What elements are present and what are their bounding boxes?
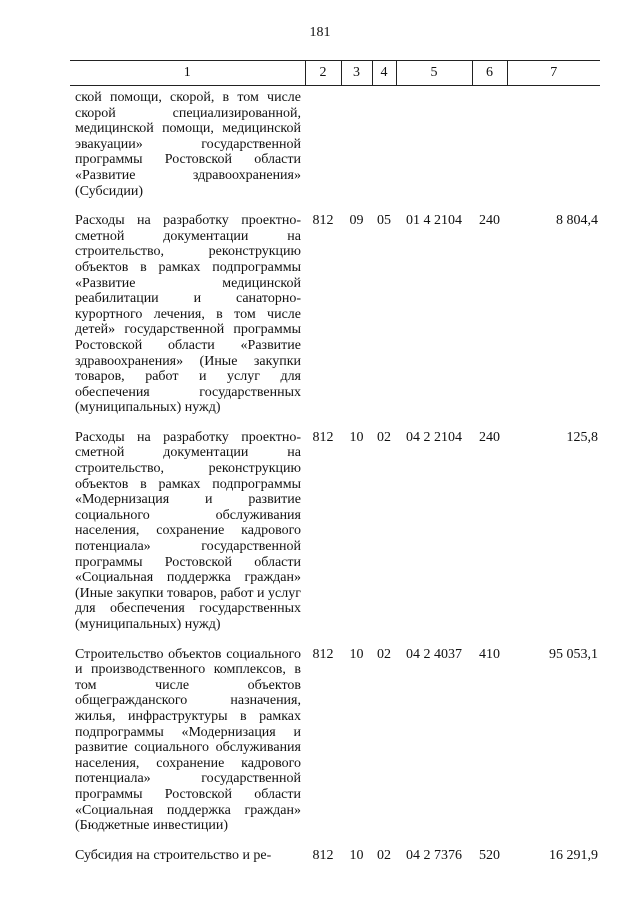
table-row [70,647,600,834]
column-header-7: 7 [507,61,600,86]
row-target-article [396,86,472,200]
row-ministry-code [305,86,341,200]
row-amount: 16 291,9 [549,847,598,863]
row-expense-type: 240 [479,213,500,229]
column-header-5: 5 [396,61,472,86]
row-subsection-code: 02 [377,847,391,863]
row-amount: 125,8 [566,429,598,445]
row-description: ской помощи, скорой, в том числе скорой специализированной, медицинской помощи, медицинской эвакуации» государственной программы Ростовской области «Развитие здравоохранения» (Субсидии) [75,90,301,199]
row-expense-type: 410 [479,646,500,662]
row-expense-type: 240 [479,429,500,445]
row-ministry-code: 812 [312,847,334,863]
row-subsection-code [372,86,396,200]
row-target-article: 04 2 2104 [406,429,462,445]
table-row [70,848,600,864]
row-description: Строительство объектов социального и производственного комплексов, в том числе объектов общегражданского назначения, жилья, инфраструктуры в рамках подпрограммы «Модернизация и развитие социального обслуживания населения, сохранение кадрового потенциала» государственной программы Ростовской области «Социальная поддержка граждан» (Бюджетные инвестиции) [75,646,301,834]
row-section-code: 09 [349,213,364,229]
row-subsection-code: 02 [377,429,391,445]
row-description: Субсидия на строительство и ре- [75,847,272,863]
table-row [70,86,600,200]
column-header-3: 3 [341,61,372,86]
table-row [70,213,600,416]
table-header-row [70,61,600,86]
row-expense-type: 520 [479,847,500,863]
row-ministry-code: 812 [312,429,334,445]
column-header-2: 2 [305,61,341,86]
row-target-article: 04 2 4037 [406,646,462,662]
column-header-4: 4 [372,61,396,86]
row-amount: 95 053,1 [549,646,598,662]
row-subsection-code: 02 [377,646,391,662]
row-section-code [341,86,372,200]
row-ministry-code: 812 [312,646,334,662]
row-expense-type [472,86,507,200]
table-row [70,430,600,633]
page-number: 181 [309,25,331,40]
row-target-article: 04 2 7376 [406,847,462,863]
row-ministry-code: 812 [312,213,334,229]
row-description: Расходы на разработку проектно-сметной документации на строительство, реконструкцию объектов в рамках подпрограммы «Развитие медицинской реабилитации и санаторно-курортного лечения, в том числе детей» государственной программы Ростовской области «Развитие здравоохранения» (Иные закупки товаров, работ и услуг для обеспечения государственных (муниципальных) нужд) [75,213,301,416]
row-section-code: 10 [349,646,364,662]
row-section-code: 10 [349,429,364,445]
column-header-6: 6 [472,61,507,86]
row-subsection-code: 05 [377,213,391,229]
budget-table [70,60,600,863]
column-header-1: 1 [70,61,305,86]
row-amount [507,86,600,200]
row-amount: 8 804,4 [556,213,598,229]
row-target-article: 01 4 2104 [406,213,462,229]
row-section-code: 10 [349,847,364,863]
row-description: Расходы на разработку проектно-сметной документации на строительство, реконструкцию объектов в рамках подпрограммы «Модернизация и развитие социального обслуживания населения, сохранение кадрового потенциала» государственной программы Ростовской области «Социальная поддержка граждан» (Иные закупки товаров, работ и услуг для обеспечения государственных (муниципальных) нужд) [75,429,301,632]
